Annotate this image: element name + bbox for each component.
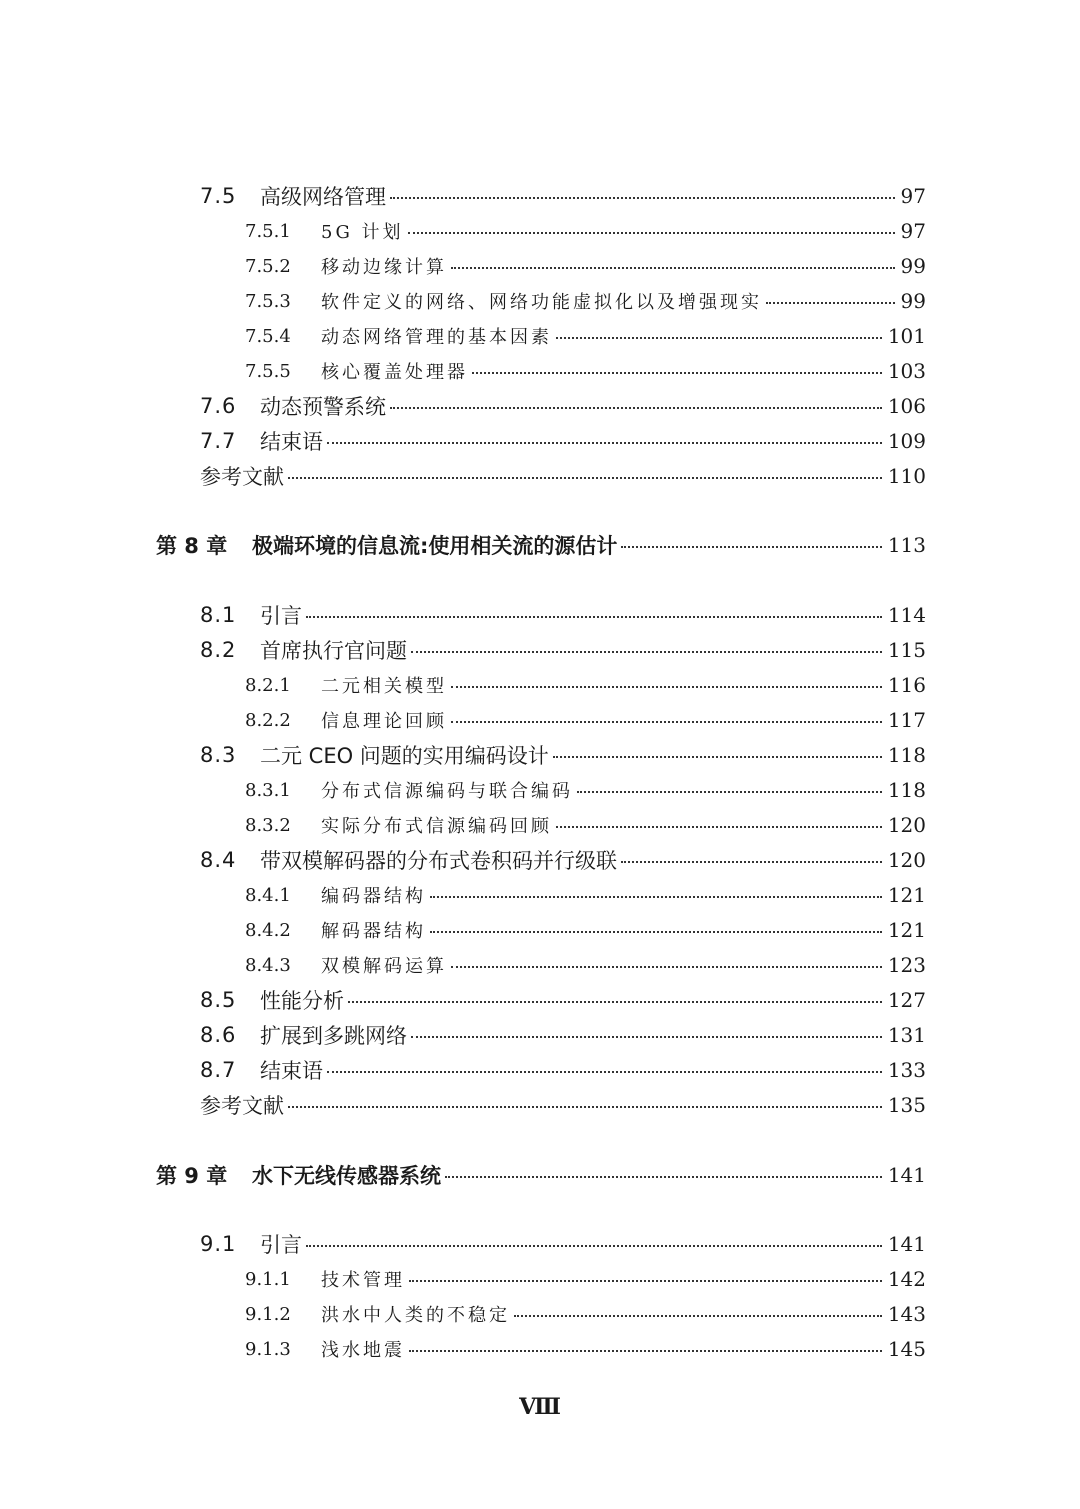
toc-subsection [245,950,926,980]
toc-entry-title: 动态网络管理的基本因素 [321,327,552,348]
toc-entry-title: 分布式信源编码与联合编码 [321,781,573,802]
dot-leader [577,791,882,793]
dot-leader [451,686,882,688]
toc-entry-page: 101 [887,324,926,348]
dot-leader [445,1176,882,1178]
toc-section [200,181,926,211]
toc-entry-page: 118 [887,778,926,802]
toc-entry-number: 7.6 [200,394,237,418]
toc-entry-page: 117 [887,708,926,732]
dot-leader [348,1001,882,1003]
dot-leader [327,442,882,444]
dot-leader [408,232,895,234]
toc-entry-number: 8.3.2 [245,814,291,836]
toc-entry-title: 二元相关模型 [321,676,447,697]
dot-leader [766,302,895,304]
toc-entry-page: 121 [887,918,926,942]
toc-entry-number: 7.7 [200,429,237,453]
toc-entry-number: 9.1.1 [245,1268,291,1290]
dot-leader [451,721,882,723]
toc-entry-title: 动态预警系统 [260,395,386,419]
toc-entry-number: 8.2.1 [245,674,291,696]
toc-chapter [156,1160,926,1190]
toc-entry-page: 131 [887,1023,926,1047]
toc-entry-number: 8.1 [200,603,237,627]
toc-entry-title: 技术管理 [321,1270,405,1291]
toc-entry-title: 解码器结构 [321,921,426,942]
toc-entry-title: 核心覆盖处理器 [321,362,468,383]
toc-entry-title: 移动边缘计算 [321,257,447,278]
toc-entry-page: 99 [900,289,926,313]
toc-entry-title: 实际分布式信源编码回顾 [321,816,552,837]
toc-subsection [245,286,926,316]
toc-entry-page: 143 [887,1302,926,1326]
toc-subsection [245,216,926,246]
dot-leader [390,197,895,199]
toc-entry-title: 洪水中人类的不稳定 [321,1305,510,1326]
toc-references [200,1090,926,1120]
toc-entry-number: 8.7 [200,1058,237,1082]
toc-entry-page: 120 [887,848,926,872]
dot-leader [451,966,882,968]
dot-leader [553,756,882,758]
toc-entry-title: 参考文献 [200,1094,284,1118]
dot-leader [409,1280,882,1282]
toc-entry-number: 8.4.3 [245,954,291,976]
dot-leader [430,896,882,898]
dot-leader [327,1071,882,1073]
toc-entry-number: 7.5 [200,184,237,208]
toc-entry-page: 120 [887,813,926,837]
dot-leader [288,477,882,479]
toc-subsection [245,1299,926,1329]
toc-section [200,845,926,875]
toc-entry-number: 7.5.2 [245,255,291,277]
toc-entry-number: 7.5.1 [245,220,291,242]
toc-entry-page: 97 [900,219,926,243]
toc-subsection [245,670,926,700]
toc-entry-page: 115 [887,638,926,662]
toc-entry-title: 软件定义的网络、网络功能虚拟化以及增强现实 [321,292,762,313]
toc-section [200,740,926,770]
toc-entry-number: 7.5.3 [245,290,291,312]
dot-leader [514,1315,882,1317]
toc-entry-page: 109 [887,429,926,453]
toc-subsection [245,356,926,386]
toc-entry-title: 水下无线传感器系统 [252,1164,441,1188]
toc-section [200,391,926,421]
dot-leader [621,546,881,548]
dot-leader [451,267,895,269]
dot-leader [411,651,882,653]
toc-subsection [245,915,926,945]
toc-section [200,635,926,665]
toc-subsection [245,705,926,735]
dot-leader [390,407,882,409]
dot-leader [472,372,882,374]
dot-leader [621,861,882,863]
dot-leader [411,1036,882,1038]
toc-entry-number: 8.6 [200,1023,237,1047]
toc-entry-number: 8.2.2 [245,709,291,731]
toc-entry-title: 性能分析 [260,989,344,1013]
toc-entry-page: 118 [887,743,926,767]
toc-subsection [245,810,926,840]
dot-leader [556,337,882,339]
page-number: Ⅷ [519,1394,561,1420]
toc-entry-title: 极端环境的信息流:使用相关流的源估计 [252,534,618,558]
dot-leader [288,1106,882,1108]
toc-entry-page: 135 [887,1093,926,1117]
toc-entry-title: 首席执行官问题 [260,639,407,663]
toc-entry-number: 8.3 [200,743,237,767]
toc-entry-number: 8.4.2 [245,919,291,941]
toc-entry-title: 高级网络管理 [260,185,386,209]
toc-entry-number: 7.5.5 [245,360,291,382]
toc-entry-title: 结束语 [260,1059,323,1083]
toc-entry-title: 结束语 [260,430,323,454]
toc-section [200,1055,926,1085]
toc-entry-number: 8.4.1 [245,884,291,906]
toc-entry-page: 145 [887,1337,926,1361]
toc-entry-page: 133 [887,1058,926,1082]
dot-leader [409,1350,882,1352]
toc-entry-title: 参考文献 [200,465,284,489]
toc-entry-page: 141 [887,1232,926,1256]
toc-entry-title: 编码器结构 [321,886,426,907]
toc-subsection [245,1334,926,1364]
toc-entry-title: 5G 计划 [321,222,404,243]
toc-entry-title: 扩展到多跳网络 [260,1024,407,1048]
toc-entry-title: 引言 [260,1233,302,1257]
dot-leader [430,931,882,933]
toc-entry-number: 9.1 [200,1232,237,1256]
dot-leader [306,1245,882,1247]
toc-section [200,426,926,456]
toc-entry-number: 9.1.2 [245,1303,291,1325]
toc-entry-page: 116 [887,673,926,697]
toc-entry-page: 121 [887,883,926,907]
toc-section [200,600,926,630]
toc-subsection [245,775,926,805]
toc-chapter [156,530,926,560]
toc-entry-page: 106 [887,394,926,418]
toc-entry-number: 第 8 章 [156,534,228,558]
toc-entry-page: 103 [887,359,926,383]
toc-entry-title: 引言 [260,604,302,628]
toc-subsection [245,251,926,281]
dot-leader [306,616,882,618]
toc-subsection [245,1264,926,1294]
toc-section [200,1229,926,1259]
toc-references [200,461,926,491]
toc-entry-title: 带双模解码器的分布式卷积码并行级联 [260,849,617,873]
toc-entry-page: 110 [887,464,926,488]
toc-entry-page: 97 [900,184,926,208]
toc-subsection [245,880,926,910]
toc-entry-page: 113 [887,533,926,557]
toc-entry-number: 8.5 [200,988,237,1012]
dot-leader [556,826,882,828]
toc-entry-page: 123 [887,953,926,977]
toc-entry-number: 第 9 章 [156,1164,228,1188]
toc-entry-title: 二元 CEO 问题的实用编码设计 [260,744,549,768]
toc-entry-title: 双模解码运算 [321,956,447,977]
toc-section [200,985,926,1015]
toc-entry-number: 8.3.1 [245,779,291,801]
toc-entry-title: 信息理论回顾 [321,711,447,732]
toc-entry-number: 8.2 [200,638,237,662]
toc-entry-title: 浅水地震 [321,1340,405,1361]
toc-entry-number: 8.4 [200,848,237,872]
toc-entry-page: 114 [887,603,926,627]
toc-section [200,1020,926,1050]
toc-entry-number: 9.1.3 [245,1338,291,1360]
toc-entry-page: 127 [887,988,926,1012]
toc-entry-page: 142 [887,1267,926,1291]
toc-entry-number: 7.5.4 [245,325,291,347]
toc-entry-page: 99 [900,254,926,278]
toc-subsection [245,321,926,351]
toc-entry-page: 141 [887,1163,926,1187]
